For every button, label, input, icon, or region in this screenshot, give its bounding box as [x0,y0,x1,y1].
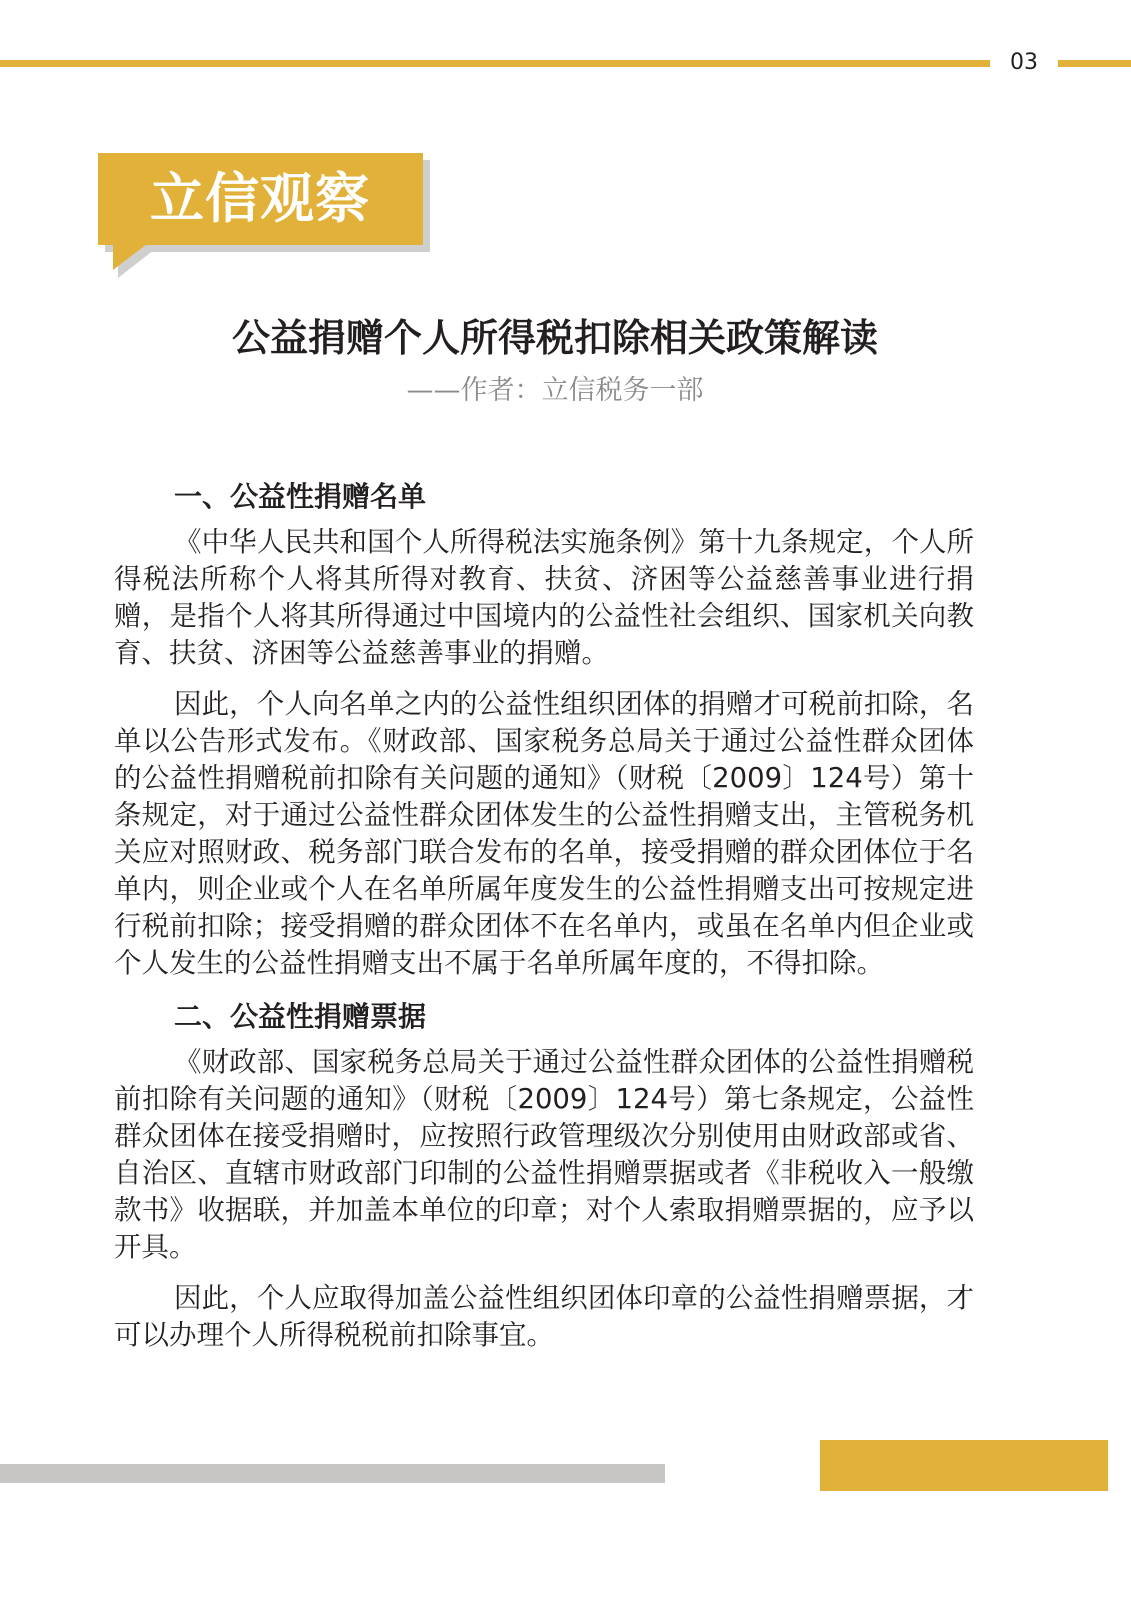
top-rule-right [1058,60,1131,67]
bottom-bar-gold [820,1440,1108,1491]
section-badge-label: 立信观察 [150,167,370,230]
paragraph: 因此，个人应取得加盖公益性组织团体印章的公益性捐赠票据，才可以办理个人所得税税前扣除事宜。 [114,1282,974,1351]
section-heading: 一、公益性捐赠名单 [174,480,427,513]
article-author: ——作者：立信税务一部 [406,375,704,406]
section-badge-tail [113,244,147,270]
paragraph: 因此，个人向名单之内的公益性组织团体的捐赠才可税前扣除，名单以公告形式发布。《财政部、国家税务总局关于通过公益性群众团体的公益性捐赠税前扣除有关问题的通知》（财税〔2009〕124号）第十条规定，对于通过公益性群众团体发生的公益性捐赠支出，主管税务机关应对照财政、税务部门联合发布的名单，接受捐赠的群众团体位于名单内，则企业或个人在名单所属年度发生的公益性捐赠支出可按规定进行税前扣除；接受捐赠的群众团体不在名单内，或虽在名单内但企业或个人发生的公益性捐赠支出不属于名单所属年度的，不得扣除。 [114,688,974,979]
paragraph: 《中华人民共和国个人所得税法实施条例》第十九条规定，个人所得税法所称个人将其所得对教育、扶贫、济困等公益慈善事业进行捐赠，是指个人将其所得通过中国境内的公益性社会组织、国家机关向教育、扶贫、济困等公益慈善事业的捐赠。 [114,526,974,669]
article-body [114,476,974,1368]
section-heading: 二、公益性捐赠票据 [174,1000,427,1033]
bottom-bar-gray [0,1464,665,1483]
top-rule-left [0,60,990,67]
page-number: 03 [1010,50,1038,75]
article-title: 公益捐赠个人所得税扣除相关政策解读 [231,316,878,360]
paragraph: 《财政部、国家税务总局关于通过公益性群众团体的公益性捐赠税前扣除有关问题的通知》（财税〔2009〕124号）第七条规定，公益性群众团体在接受捐赠时，应按照行政管理级次分别使用由财政部或省、自治区、直辖市财政部门印制的公益性捐赠票据或者《非税收入一般缴款书》收据联，并加盖本单位的印章；对个人索取捐赠票据的，应予以开具。 [114,1046,974,1263]
